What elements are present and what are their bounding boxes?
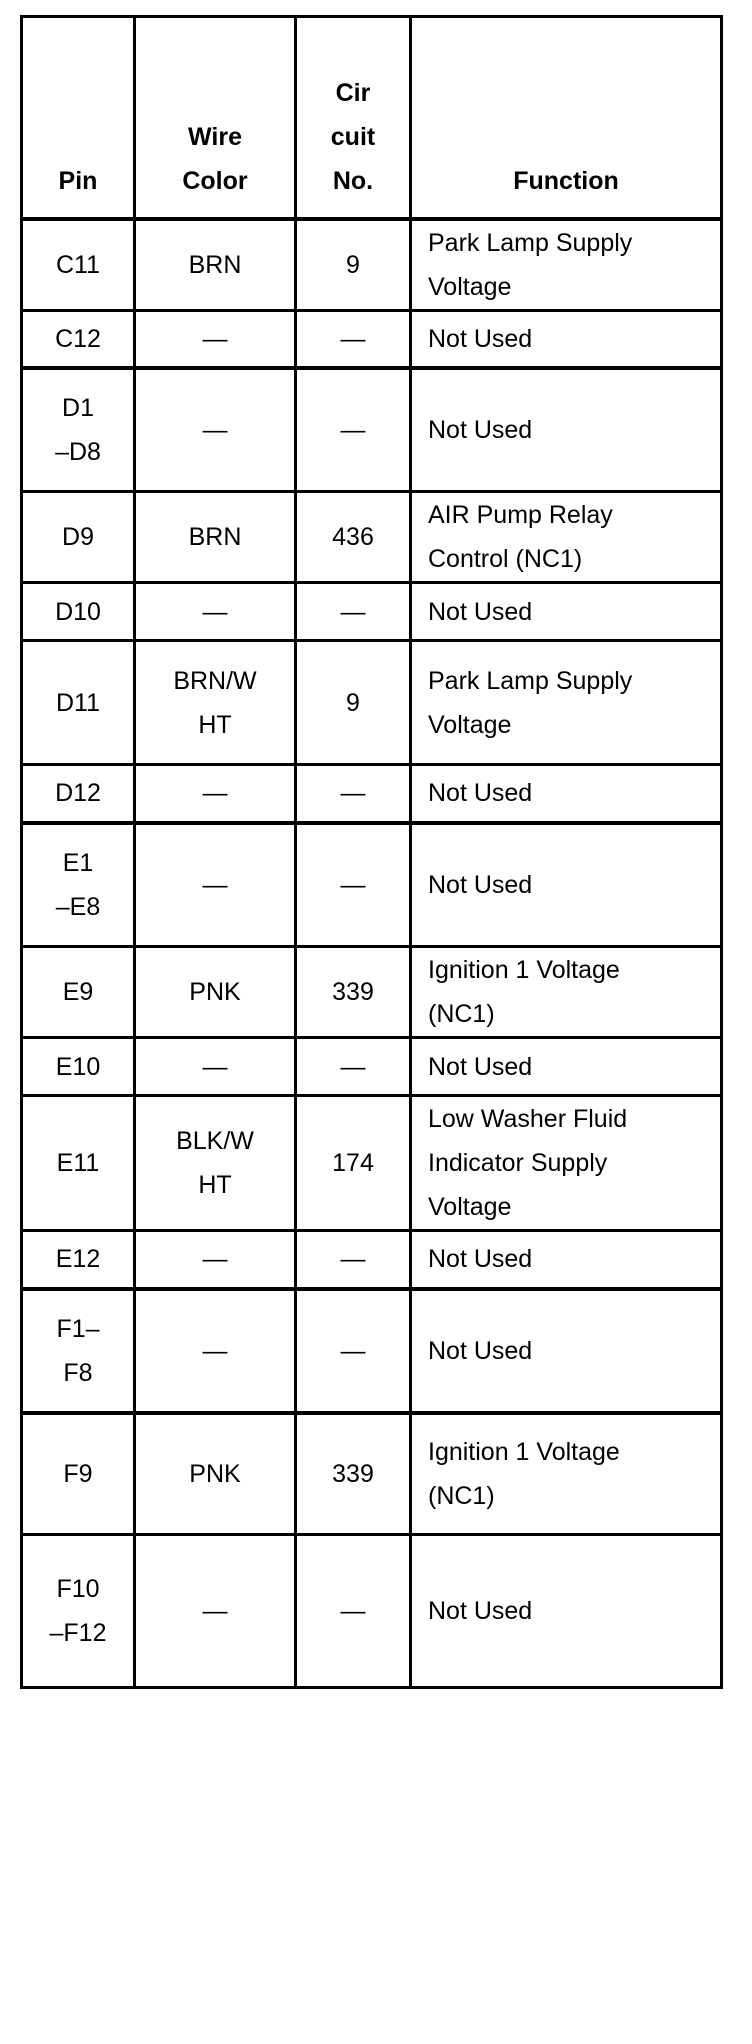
function-cell: Not Used xyxy=(411,311,722,368)
table-row xyxy=(22,823,722,947)
circuit-cell: — xyxy=(296,1231,411,1289)
pin-cell: F10 –F12 xyxy=(22,1535,135,1688)
table-row xyxy=(22,1038,722,1096)
wire-color-cell: BRN xyxy=(135,492,296,583)
circuit-cell: — xyxy=(296,1535,411,1688)
wire-color-cell: — xyxy=(135,1535,296,1688)
table-row xyxy=(22,368,722,492)
wire-color-cell: — xyxy=(135,1289,296,1413)
circuit-cell: 436 xyxy=(296,492,411,583)
table-row xyxy=(22,1289,722,1413)
wire-color-cell: PNK xyxy=(135,1413,296,1535)
pin-cell: D1 –D8 xyxy=(22,368,135,492)
table-row xyxy=(22,947,722,1038)
table-row xyxy=(22,1535,722,1688)
function-cell: Low Washer Fluid Indicator Supply Voltage xyxy=(411,1096,722,1231)
header-circuit-no: Cir cuit No. xyxy=(296,17,411,220)
wire-color-cell: BLK/W HT xyxy=(135,1096,296,1231)
table-row xyxy=(22,1231,722,1289)
circuit-cell: — xyxy=(296,765,411,823)
function-cell: Not Used xyxy=(411,1231,722,1289)
wire-color-cell: — xyxy=(135,583,296,641)
pin-cell: C12 xyxy=(22,311,135,368)
pin-cell: E11 xyxy=(22,1096,135,1231)
pin-cell: D9 xyxy=(22,492,135,583)
table-row xyxy=(22,492,722,583)
pin-cell: E12 xyxy=(22,1231,135,1289)
circuit-cell: 174 xyxy=(296,1096,411,1231)
wire-color-cell: BRN xyxy=(135,219,296,311)
function-cell: Ignition 1 Voltage (NC1) xyxy=(411,947,722,1038)
circuit-cell: 9 xyxy=(296,641,411,765)
circuit-cell: 339 xyxy=(296,1413,411,1535)
circuit-cell: — xyxy=(296,1289,411,1413)
table-row xyxy=(22,1096,722,1231)
table-row xyxy=(22,583,722,641)
function-cell: Not Used xyxy=(411,368,722,492)
function-cell: Not Used xyxy=(411,765,722,823)
circuit-cell: — xyxy=(296,583,411,641)
header-function: Function xyxy=(411,17,722,220)
table-row xyxy=(22,1413,722,1535)
pin-cell: E1 –E8 xyxy=(22,823,135,947)
function-cell: Park Lamp Supply Voltage xyxy=(411,219,722,311)
circuit-cell: — xyxy=(296,368,411,492)
function-cell: Not Used xyxy=(411,1535,722,1688)
pin-cell: D11 xyxy=(22,641,135,765)
pin-cell: D12 xyxy=(22,765,135,823)
wire-color-cell: — xyxy=(135,765,296,823)
circuit-cell: — xyxy=(296,823,411,947)
function-cell: Ignition 1 Voltage (NC1) xyxy=(411,1413,722,1535)
wire-color-cell: — xyxy=(135,311,296,368)
wire-color-cell: — xyxy=(135,368,296,492)
table-row xyxy=(22,219,722,311)
pin-cell: F1– F8 xyxy=(22,1289,135,1413)
circuit-cell: 9 xyxy=(296,219,411,311)
function-cell: Not Used xyxy=(411,1289,722,1413)
pin-cell: E9 xyxy=(22,947,135,1038)
function-cell: Not Used xyxy=(411,583,722,641)
table-header xyxy=(22,17,722,220)
header-wire-color: Wire Color xyxy=(135,17,296,220)
wire-color-cell: — xyxy=(135,823,296,947)
table-row xyxy=(22,311,722,368)
function-cell: Not Used xyxy=(411,823,722,947)
pin-cell: D10 xyxy=(22,583,135,641)
pin-cell: F9 xyxy=(22,1413,135,1535)
wire-color-cell: BRN/W HT xyxy=(135,641,296,765)
circuit-cell: 339 xyxy=(296,947,411,1038)
function-cell: Not Used xyxy=(411,1038,722,1096)
wire-color-cell: PNK xyxy=(135,947,296,1038)
table-body xyxy=(22,219,722,1688)
table-row xyxy=(22,765,722,823)
circuit-cell: — xyxy=(296,311,411,368)
header-pin: Pin xyxy=(22,17,135,220)
header-row xyxy=(22,17,722,220)
wire-color-cell: — xyxy=(135,1038,296,1096)
function-cell: AIR Pump Relay Control (NC1) xyxy=(411,492,722,583)
circuit-cell: — xyxy=(296,1038,411,1096)
table-row xyxy=(22,641,722,765)
pin-cell: E10 xyxy=(22,1038,135,1096)
pin-cell: C11 xyxy=(22,219,135,311)
pin-table xyxy=(20,15,723,1689)
function-cell: Park Lamp Supply Voltage xyxy=(411,641,722,765)
wire-color-cell: — xyxy=(135,1231,296,1289)
